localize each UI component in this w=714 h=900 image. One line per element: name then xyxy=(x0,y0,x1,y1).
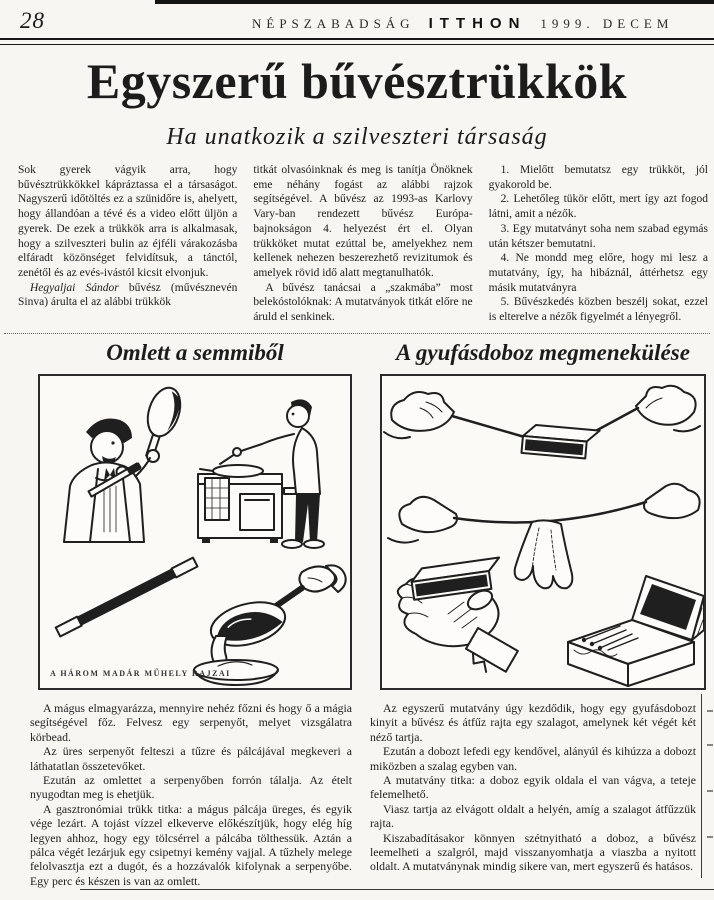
intro-column-3 xyxy=(489,163,708,331)
page-edge-fragment xyxy=(707,836,713,838)
dotted-separator xyxy=(4,333,710,334)
magic-wand-figure xyxy=(56,558,198,637)
intro-column-2 xyxy=(253,163,472,331)
bottom-rule xyxy=(80,889,714,890)
figure-box-omelette xyxy=(38,374,352,690)
next-column-rule xyxy=(701,694,702,878)
body-paragraph: Kiszabadításakor könnyen szétnyitható a doboz, a bűvész leemelheti a szalgról, majd visszanyomhatja a viaszba a nyitott oldalt. A mutatványnak mindig sikere van, mert egyszerű és hatásos. xyxy=(370,830,696,874)
page-edge-fragment xyxy=(707,790,713,792)
magician-with-pan-figure xyxy=(64,384,186,542)
page-edge-fragment xyxy=(707,710,713,712)
tip-item: 2. Lehetőleg tükör előtt, mert így azt fogod látni, amit a nézők. xyxy=(488,193,708,221)
body-paragraph: A mágus elmagyarázza, mennyire nehéz főzni és hogy ő a mágia segítségével főz. Felvesz egy serpenyőt, melyet vizsgálatra körbead. xyxy=(30,701,352,744)
illustration-credit: A HÁROM MADÁR MŰHELY RAJZAI xyxy=(50,669,231,678)
section-title-matchbox: A gyufásdoboz megmenekülése xyxy=(396,340,690,365)
intro-columns xyxy=(18,163,708,331)
omelette-text-column xyxy=(30,701,352,889)
intro-paragraph: A bűvész tanácsai a „szakmába” most belekóstolóknak: A mutatványok titkát előre ne áruld el senkinek. xyxy=(253,281,473,324)
matchbox-illustrations xyxy=(382,376,704,688)
body-paragraph: Ezután a dobozt lefedi egy kendővel, alányúl és kihúzza a dobozt miközben a szalag egyben van. xyxy=(370,744,696,773)
tip-item: 3. Egy mutatványt soha nem szabad egymás után kétszer bemutatni. xyxy=(488,222,708,250)
figure-box-matchbox xyxy=(380,374,706,690)
masthead xyxy=(252,15,673,32)
intro-paragraph: Sok gyerek vágyik arra, hogy bűvésztrükkökkel kápráztassa el a társaságot. Nagyszerű időtöltés ez a szünidőre is, ahelyett, hogy állandóan a tévé és a video előtt üljön a gyerek. De ezek a trükkök arra is alkalmasak, hogy a szilveszteri bulin az éjféli várakozásba elfáradt közönséget felvidítsuk, a tánctól, zenétől és az evés-ivástól kicsit elvonjuk. xyxy=(18,164,238,280)
page-edge-fragment xyxy=(707,744,713,746)
body-paragraph: Viasz tartja az elvágott oldalt a helyén, amíg a szalagot átfűzzük rajta. xyxy=(370,801,696,831)
pan-pouring-omelette-figure xyxy=(194,565,346,685)
hand-holding-matchbox-figure xyxy=(398,557,518,680)
tip-item: 5. Bűvészkedés közben beszélj sokat, ezzel is elterelve a nézők figyelmét a lényegről. xyxy=(488,296,708,324)
omelette-illustrations xyxy=(40,376,350,688)
body-paragraph: A gasztronómiai trükk titka: a mágus pálcája üreges, és egyik vége lezárt. A tojást vízzel elkeverve előkészítjük, hogy elég híg legyen ahhoz, hogy egy tölcsérrel a pálcába tölthessük. Aztán a pálca végét lezárjuk egy csipetnyi kemény vajjal. A tűzhely melege felolvasztja ezt a dugót, és a hozzávalók kifolynak a serpenyőbe. Egy perc és készen is van az omlett. xyxy=(30,801,352,888)
intro-paragraph: Hegyaljai Sándor bűvész (művésznevén Sinva) árulta el az alábbi trükkök xyxy=(18,281,238,309)
intro-column-1 xyxy=(18,163,237,331)
cook-at-stove-figure xyxy=(198,399,324,548)
body-paragraph: A mutatvány titka: a doboz egyik oldala el van vágva, a teteje felemelhető. xyxy=(370,772,696,802)
intro-paragraph: titkát olvasóinknak és meg is tanítja Önöknek eme néhány fogást az alábbi rajzok segítségével. A bűvész az 1993-as Karlovy Vary-ban rendezett bűvész Európa-bajnokságon 4. helyezést ért el. Olyan trükköket mutat ezúttal be, amelyekhez nem kellenek nehezen beszerezhető revizitumok és amelyek rövid idő alatt megtanulhatók. xyxy=(253,164,473,280)
top-edge-bar xyxy=(155,0,714,4)
tip-item: 4. Ne mondd meg előre, hogy mi lesz a mutatvány, így, ha hibáznál, áttérhetsz egy másik mutatványra xyxy=(488,252,708,294)
article-subtitle: Ha unatkozik a szilveszteri társaság xyxy=(166,124,548,150)
masthead-date: 1999. DECEM xyxy=(540,16,674,31)
hands-ribbon-matchbox-figure xyxy=(384,386,700,460)
open-matchbox-figure xyxy=(568,576,704,686)
body-paragraph: Ezután az omlettet a serpenyőben forrón tálalja. Az ételt nyugodtan meg is ehetjük. xyxy=(30,772,352,802)
author-name: Hegyaljai Sándor xyxy=(30,281,119,294)
body-paragraph: Az üres serpenyőt felteszi a tűzre és pálcájával megkeveri a láthatatlan összetevőket. xyxy=(30,744,352,773)
matchbox-text-column xyxy=(370,701,696,889)
tip-item: 1. Mielőtt bemutatsz egy trükköt, jól gyakorold be. xyxy=(488,164,708,191)
section-title-omelette: Omlett a semmiből xyxy=(106,340,284,365)
page-number: 28 xyxy=(20,8,45,33)
masthead-section: ITTHON xyxy=(428,15,527,32)
header-rule xyxy=(0,38,714,45)
article-title: Egyszerű bűvésztrükkök xyxy=(86,53,628,109)
masthead-title: NÉPSZABADSÁG xyxy=(252,16,415,31)
body-paragraph: Az egyszerű mutatvány úgy kezdődik, hogy egy gyufásdobozt kinyit a bűvész és átfűz rajta egy szalagot, amelynek két végét két néző tartja. xyxy=(370,701,696,744)
